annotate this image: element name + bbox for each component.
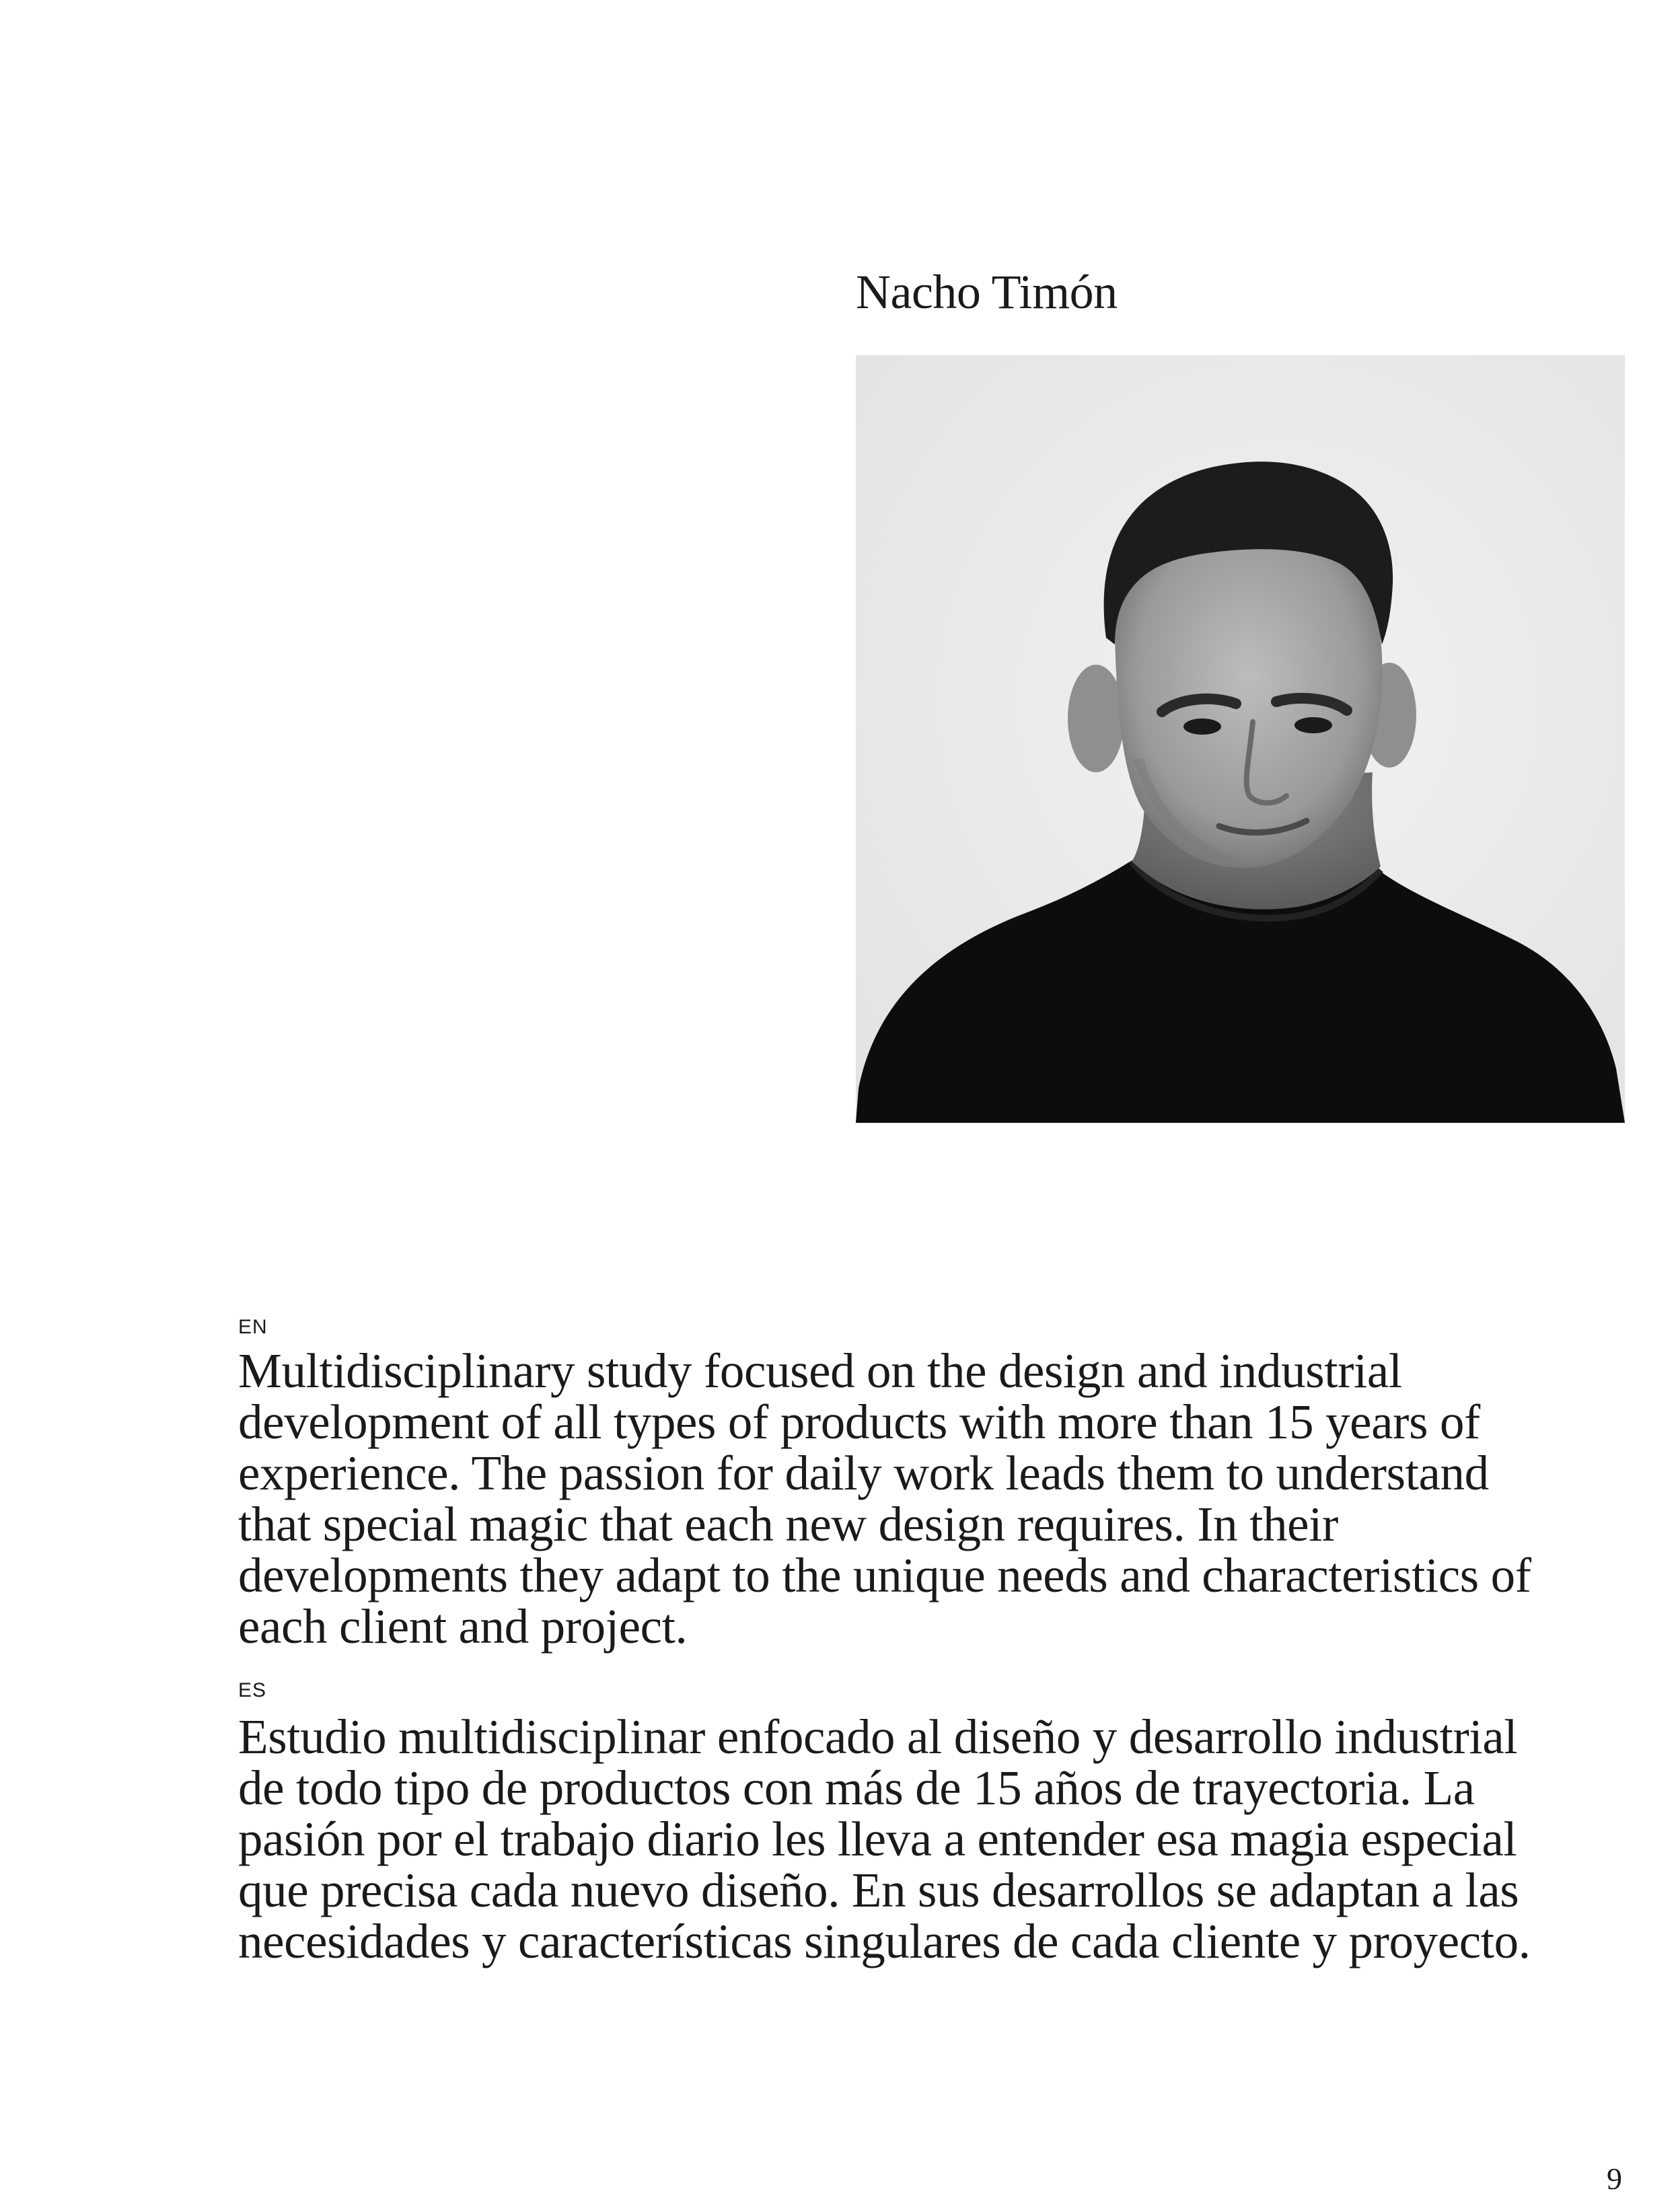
description-es-line: Estudio multidisciplinar enfocado al diseño y desarrollo industrial xyxy=(238,1709,1518,1764)
description-en-line: Multidisciplinary study focused on the design and industrial xyxy=(238,1343,1402,1398)
description-en xyxy=(238,1345,1638,1652)
description-es-line: de todo tipo de productos con más de 15 años de trayectoria. La xyxy=(238,1761,1475,1815)
page-number: 9 xyxy=(1607,2162,1622,2196)
description-es-line: pasión por el trabajo diario les lleva a entender esa magia especial xyxy=(238,1812,1517,1866)
description-es-line: que precisa cada nuevo diseño. En sus desarrollos se adaptan a las xyxy=(238,1863,1519,1917)
description-en-line: that special magic that each new design requires. In their xyxy=(238,1497,1338,1551)
description-en-line: development of all types of products with more than 15 years of xyxy=(238,1395,1480,1449)
description-en-line: experience. The passion for daily work leads them to understand xyxy=(238,1446,1489,1500)
description-en-line: developments they adapt to the unique needs and characteristics of xyxy=(238,1548,1531,1602)
designer-portrait xyxy=(856,355,1625,1123)
portrait-photo xyxy=(856,355,1625,1123)
description-es xyxy=(238,1711,1638,1967)
language-tag-es: ES xyxy=(238,1679,267,1701)
designer-name: Nacho Timón xyxy=(856,265,1118,319)
description-en-line: each client and project. xyxy=(238,1599,688,1654)
description-es-line: necesidades y características singulares de cada cliente y proyecto. xyxy=(238,1914,1531,1968)
language-tag-en: EN xyxy=(238,1316,268,1338)
